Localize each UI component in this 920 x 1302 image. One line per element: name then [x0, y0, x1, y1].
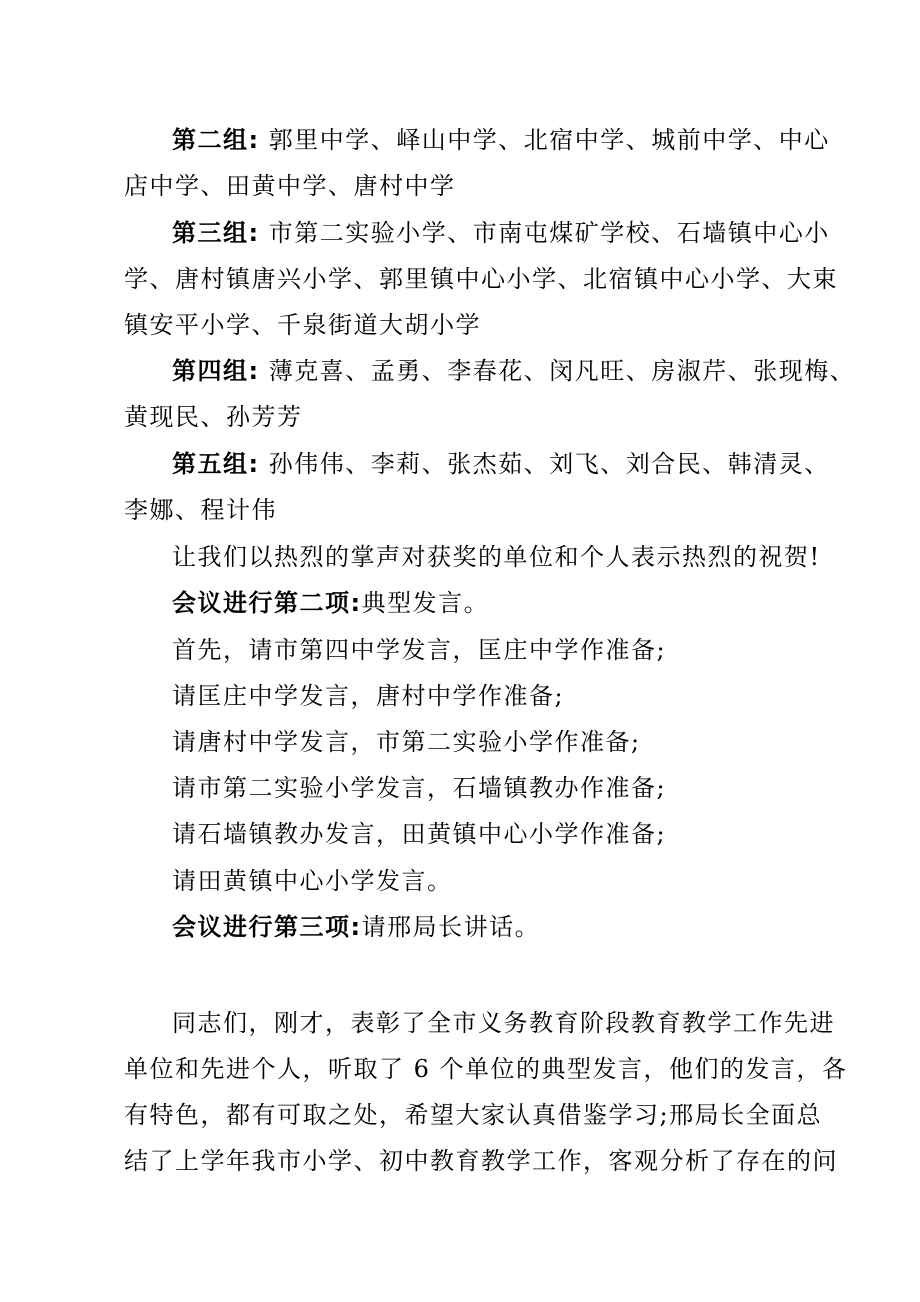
- item-3-label: 会议进行第三项:: [172, 913, 362, 941]
- applause-line: 让我们以热烈的掌声对获奖的单位和个人表示热烈的祝贺!: [172, 543, 821, 571]
- speech-line: 请唐村中学发言，市第二实验小学作准备;: [172, 728, 641, 756]
- group-2-text: 郭里中学、峄山中学、北宿中学、城前中学、中心: [259, 126, 830, 154]
- closing-line: 单位和先进个人，听取了 6 个单位的典型发言，他们的发言，各: [124, 1055, 848, 1083]
- group-2-line-1: [172, 120, 830, 160]
- group-2-label: 第二组:: [172, 126, 260, 154]
- closing-line: 结了上学年我市小学、初中教育教学工作，客观分析了存在的问: [124, 1147, 838, 1175]
- group-5-line-1: [172, 444, 830, 484]
- group-3-text: 市第二实验小学、市南屯煤矿学校、石墙镇中心小: [259, 219, 830, 247]
- speech-line: 请田黄镇中心小学发言。: [172, 867, 453, 895]
- group-5-text: 孙伟伟、李莉、张杰茹、刘飞、刘合民、韩清灵、: [259, 450, 830, 478]
- item-3-line: [172, 907, 814, 947]
- group-3-line-2: 学、唐村镇唐兴小学、郭里镇中心小学、北宿镇中心小学、大束: [124, 265, 838, 293]
- group-5-label: 第五组:: [172, 450, 260, 478]
- speech-line: 请石墙镇教办发言，田黄镇中心小学作准备;: [172, 820, 667, 848]
- speech-line: 首先，请市第四中学发言，匡庄中学作准备;: [172, 636, 667, 664]
- item-2-text: 典型发言。: [361, 589, 490, 617]
- speech-line: 请匡庄中学发言，唐村中学作准备;: [172, 682, 565, 710]
- group-4-line-1: [172, 351, 856, 391]
- group-3-line-3: 镇安平小学、千泉街道大胡小学: [124, 311, 481, 339]
- speech-line: 请市第二实验小学发言，石墙镇教办作准备;: [172, 774, 667, 802]
- group-4-line-2: 黄现民、孙芳芳: [124, 403, 303, 431]
- closing-line: 同志们，刚才，表彰了全市义务教育阶段教育教学工作先进: [172, 1009, 835, 1037]
- item-2-line: [172, 583, 814, 623]
- closing-line: 有特色，都有可取之处，希望大家认真借鉴学习;邢局长全面总: [124, 1101, 823, 1129]
- group-2-line-2: 店中学、田黄中学、唐村中学: [124, 172, 456, 200]
- group-3-line-1: [172, 213, 830, 253]
- group-5-line-2: 李娜、程计伟: [124, 496, 277, 524]
- group-3-label: 第三组:: [172, 219, 260, 247]
- item-2-label: 会议进行第二项:: [172, 589, 362, 617]
- item-3-text: 请邢局长讲话。: [361, 913, 541, 941]
- group-4-label: 第四组:: [172, 357, 260, 385]
- group-4-text: 薄克喜、孟勇、李春花、闵凡旺、房淑芹、张现梅、: [259, 357, 856, 385]
